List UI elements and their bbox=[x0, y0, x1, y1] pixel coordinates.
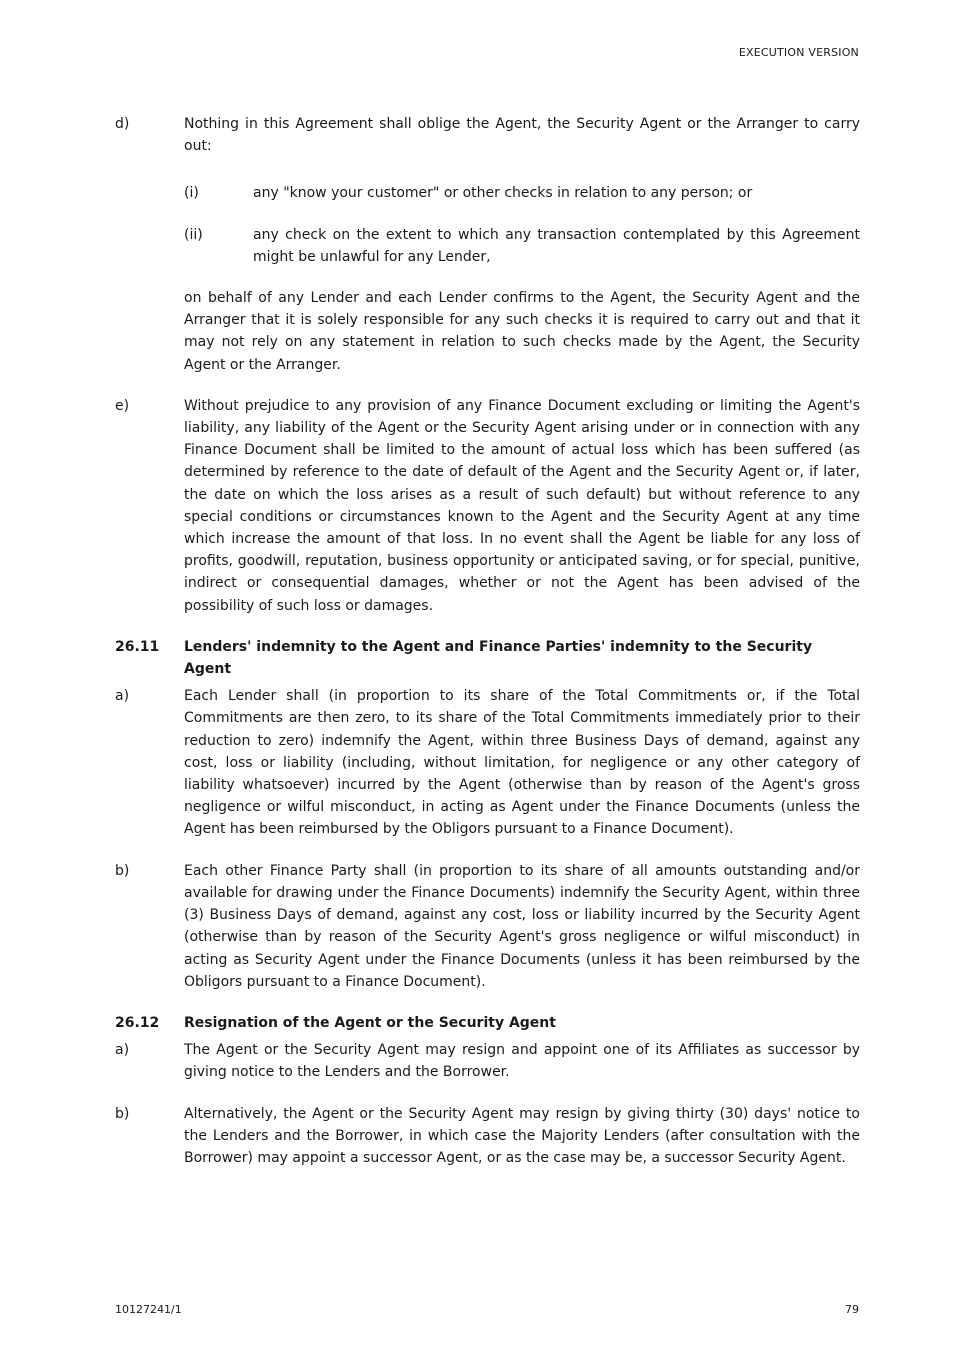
para-a-label: a) bbox=[115, 1042, 130, 1059]
clause-d-sublist bbox=[184, 182, 860, 268]
clause-d bbox=[115, 113, 860, 157]
clause-e-text: Without prejudice to any provision of any Finance Document excluding or limiting the Agent's liability, any liability of the Agent or the Security Agent arising under or in connection with any Finance Document shall be limited to the amount of actual loss which has been suffered (as determined by reference to the date of default of the Agent and the Security Agent or, if later, the date on which the loss arises as a result of such default) but without reference to any special conditions or circumstances known to the Agent and the Security Agent at any time which increase the amount of that loss. In no event shall the Agent be liable for any loss of profits, goodwill, reputation, business opportunity or anticipated saving, or for special, punitive, indirect or consequential damages, whether or not the Agent has been advised of the possibility of such loss or damages. bbox=[184, 397, 860, 614]
section-26-12-title: Resignation of the Agent or the Security Agent bbox=[184, 1014, 556, 1031]
clause-d-text: Nothing in this Agreement shall oblige the Agent, the Security Agent or the Arranger to carry out: bbox=[184, 116, 860, 155]
section-26-11-number: 26.11 bbox=[115, 638, 160, 655]
para-b-label: b) bbox=[115, 862, 130, 879]
para-a-text: The Agent or the Security Agent may resign and appoint one of its Affiliates as successor by giving notice to the Lenders and the Borrower. bbox=[184, 1042, 860, 1081]
para-b-label: b) bbox=[115, 1105, 130, 1122]
section-26-11-heading bbox=[115, 636, 860, 680]
clause-d-item-i bbox=[184, 182, 860, 204]
page-number: 79 bbox=[845, 1303, 859, 1316]
clause-e bbox=[115, 395, 860, 617]
section-26-12-para-b bbox=[115, 1103, 860, 1170]
para-b-text: Each other Finance Party shall (in proportion to its share of all amounts outstanding and/or available for drawing under the Finance Documents) indemnify the Security Agent, within three (3) Business Days of demand, against any cost, loss or liability incurred by the Security Agent (otherwise than by reason of the Security Agent's gross negligence or wilful misconduct) in acting as Security Agent under the Finance Documents (unless it has been reimbursed by the Obligors pursuant to a Finance Document). bbox=[184, 862, 860, 990]
section-26-12-heading bbox=[115, 1012, 860, 1034]
clause-d-label: d) bbox=[115, 116, 130, 132]
execution-version-header: EXECUTION VERSION bbox=[738, 46, 859, 59]
clause-d-item-ii bbox=[184, 224, 860, 268]
item-i-text: any "know your customer" or other checks in relation to any person; or bbox=[253, 185, 753, 202]
document-body bbox=[115, 113, 860, 1188]
clause-d-continuation: on behalf of any Lender and each Lender confirms to the Agent, the Security Agent and the Arranger that it is solely responsible for any such checks it is required to carry out and that it may not rely on any statement in relation to such checks made by the Agent, the Security Agent or the Arranger. bbox=[184, 290, 860, 373]
section-26-12-number: 26.12 bbox=[115, 1014, 160, 1031]
item-ii-text: any check on the extent to which any transaction contemplated by this Agreement might be unlawful for any Lender, bbox=[253, 226, 860, 265]
para-a-label: a) bbox=[115, 688, 130, 705]
section-26-11-para-b bbox=[115, 860, 860, 993]
para-a-text: Each Lender shall (in proportion to its share of the Total Commitments or, if the Total Commitments are then zero, to its share of the Total Commitments immediately prior to their reduction to zero) indemnify the Agent, within three Business Days of demand, against any cost, loss or liability (including, without limitation, for negligence or any other category of liability whatsoever) incurred by the Agent (otherwise than by reason of the Agent's gross negligence or wilful misconduct, in acting as Agent under the Finance Documents (unless the Agent has been reimbursed by the Obligors pursuant to a Finance Document). bbox=[184, 688, 860, 838]
item-i-label: (i) bbox=[184, 185, 199, 202]
clause-e-label: e) bbox=[115, 397, 130, 414]
item-ii-label: (ii) bbox=[184, 226, 203, 243]
section-26-11-title: Lenders' indemnity to the Agent and Finance Parties' indemnity to the Security Agent bbox=[184, 638, 813, 678]
section-26-12-para-a bbox=[115, 1039, 860, 1083]
section-26-11-para-a bbox=[115, 685, 860, 840]
para-b-text: Alternatively, the Agent or the Security Agent may resign by giving thirty (30) days' notice to the Lenders and the Borrower, in which case the Majority Lenders (after consultation with the Borrower) may appoint a successor Agent, or as the case may be, a successor Security Agent. bbox=[184, 1105, 860, 1166]
document-reference: 10127241/1 bbox=[115, 1303, 182, 1316]
